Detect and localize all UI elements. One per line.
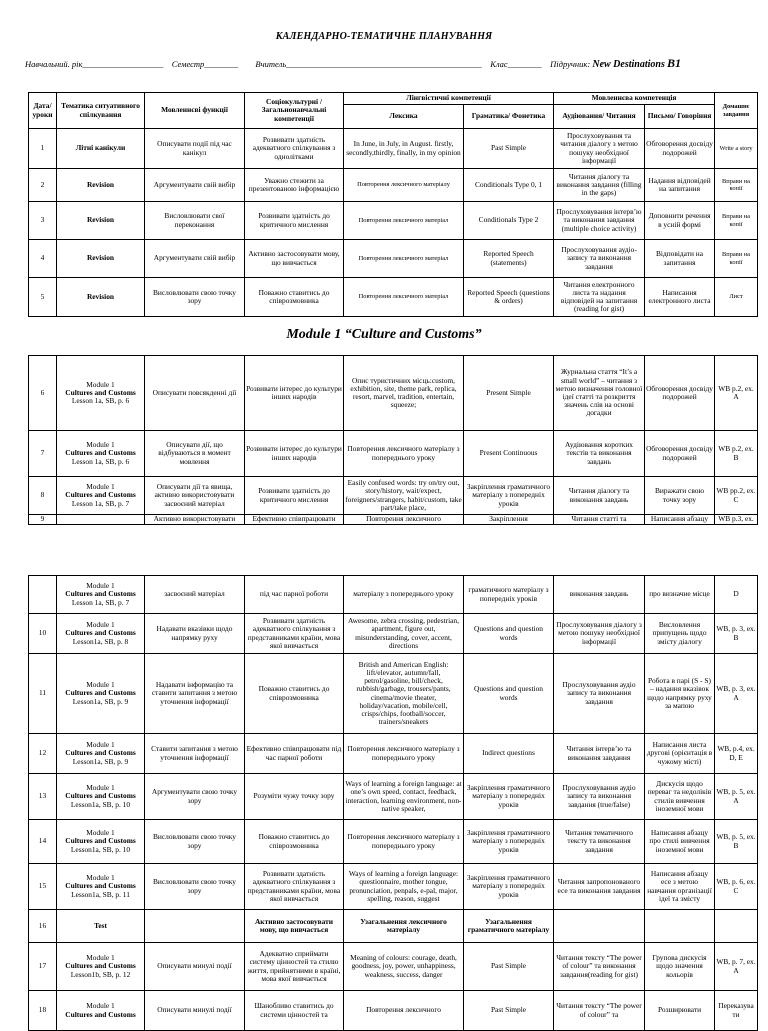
topic-cell [57, 991, 145, 1031]
module-label: Module 1 [86, 740, 115, 750]
lexis-cell: In June, in July, in August. firstly, secondly,thirdly, finally, in my opinion [344, 129, 464, 169]
writing-speaking-cell: Дискусія щодо переваг та недоліків стилів вивчення іноземної мови [645, 774, 715, 820]
module-label: Module 1 [86, 873, 115, 883]
lexis-cell: Awesome, zebra crossing, pedestrian, apartment, figure out, misunderstanding, cover, accent, directions [344, 614, 464, 654]
topic-cell [57, 820, 145, 864]
speech-cell: Надавати інформацію та ставити запитання з метою уточнення інформації [145, 654, 245, 734]
module-label: Module 1 [86, 620, 115, 630]
grammar-cell: Узагальнення граматичного матеріалу [464, 910, 554, 943]
table-row [29, 576, 758, 614]
audio-reading-cell: Журнальна стаття “It’s a small world” – читання з метою визначення головної ідеї статті та розкриття значень слів на основі догадки [554, 356, 645, 431]
table-row [29, 202, 758, 240]
writing-speaking-cell: Написання електронного листа [645, 278, 715, 317]
lesson-number: 11 [29, 654, 57, 734]
lesson-number: 13 [29, 774, 57, 820]
speech-cell: засвоєний матеріал [145, 576, 245, 614]
writing-speaking-cell: Обговорення досвіду подорожей [645, 129, 715, 169]
lesson-number: 14 [29, 820, 57, 864]
homework-cell: WB pp.2, ex. C [715, 477, 758, 515]
socio-cell: Розвивати інтерес до культури інших народів [245, 431, 344, 477]
table-row [29, 910, 758, 943]
lexis-cell: Повторення лексичного [344, 991, 464, 1031]
homework-cell: Вправи на копії [715, 240, 758, 278]
lesson-number: 8 [29, 477, 57, 515]
writing-speaking-cell: про визначне місце [645, 576, 715, 614]
audio-reading-cell: Читання інтерв’ю та виконання завдання [554, 734, 645, 774]
lesson-ref: Lesson 1a, SB, p. 6 [71, 396, 130, 406]
header-topic: Тематика ситуативного спілкування [57, 93, 145, 129]
lesson-ref: Lesson1a, SB, p. 9 [72, 696, 129, 706]
lexis-cell: Повторення лексичного матеріал [344, 278, 464, 317]
homework-cell: Вправи на копії [715, 202, 758, 240]
audio-reading-cell: Прослуховування аудіо-запису та виконання завдання [554, 240, 645, 278]
lesson-ref: Lesson1b, SB, p. 12 [70, 969, 131, 979]
topic-name: Cultures and Customs [65, 748, 136, 758]
topic-name: Cultures and Customs [65, 628, 136, 638]
lesson-ref: Lesson1a, SB, p. 9 [72, 756, 129, 766]
homework-cell: Вправи на копії [715, 169, 758, 202]
lesson-number: 6 [29, 356, 57, 431]
year-field: Навчальний. рік___________________ [25, 59, 164, 69]
grammar-cell: граматичного матеріалу з попередніх уроків [464, 576, 554, 614]
lesson-number: 2 [29, 169, 57, 202]
header-gram: Граматика/ Фонетика [464, 105, 554, 129]
header-ling: Лінгвістичні компетенції [344, 93, 554, 105]
lexis-cell: British and American English: lift/elevator, autumn/fall, petrol/gasoline, bill/check, rubbish/garbage, trousers/pants, cinema/movie theater, holiday/vacation, mobile/cell, crisps/chips, football/soccer, trainers/sneakers [344, 654, 464, 734]
topic-name: Cultures and Customs [65, 836, 136, 846]
grammar-cell: Past Simple [464, 129, 554, 169]
grammar-cell: Past Simple [464, 943, 554, 991]
grammar-cell: Reported Speech (statements) [464, 240, 554, 278]
socio-cell: Розвивати інтерес до культури інших народів [245, 356, 344, 431]
grammar-cell: Закріплення граматичного матеріалу з попередніх уроків [464, 477, 554, 515]
lexis-cell: Опис туристичних місць:custom, exhibition, site, theme park, replica, resort, marvel, tradition, entertain, squeeze; [344, 356, 464, 431]
header-aud: Аудіювання/ Читання [554, 105, 645, 129]
topic-name: Cultures and Customs [65, 448, 136, 458]
grammar-cell: Reported Speech (questions & orders) [464, 278, 554, 317]
textbook-name: New Destinations [592, 59, 665, 70]
socio-cell: Поважно ставитись до співрозмовника [245, 654, 344, 734]
lexis-cell: Повторення лексичного матеріал [344, 240, 464, 278]
lexis-cell: Повторення лексичного матеріалу з попереднього уроку [344, 734, 464, 774]
module-label: Module 1 [86, 783, 115, 793]
writing-speaking-cell [645, 910, 715, 943]
textbook-level: B1 [666, 56, 681, 70]
homework-cell: WB p.2, ex. B [715, 431, 758, 477]
grammar-cell: Conditionals Type 2 [464, 202, 554, 240]
socio-cell: Шанобливо ставитись до системи цінностей та [245, 991, 344, 1031]
writing-speaking-cell: Написання абзацу про стилі вивчення іноземної мови [645, 820, 715, 864]
grammar-cell: Questions and question words [464, 614, 554, 654]
speech-cell: Аргументувати свій вибір [145, 240, 245, 278]
lesson-ref: Lesson1a, SB, p. 10 [70, 844, 131, 854]
topic-cell [57, 864, 145, 910]
lesson-ref: Lesson1a, SB, p. 8 [72, 636, 129, 646]
header-comm: Мовленнєва компетенція [554, 93, 715, 105]
lexis-cell: Узагальнення лексичного матеріалу [344, 910, 464, 943]
speech-cell: Описувати минулі події [145, 991, 245, 1031]
grammar-cell: Present Continuous [464, 431, 554, 477]
lexis-cell: Meaning of colours: courage, death, goodness, joy, power, unhappiness, weakness, success, danger [344, 943, 464, 991]
topic-cell [57, 614, 145, 654]
topic-cell: Revision [57, 240, 145, 278]
speech-cell: Висловлювати свою точку зору [145, 820, 245, 864]
topic-cell [57, 477, 145, 515]
semester-field: Семестр________ [171, 59, 239, 69]
table-row [29, 820, 758, 864]
header-socio: Соціокультурні / Загальнонавчальні компетенції [245, 93, 344, 129]
topic-name: Cultures and Customs [65, 1009, 136, 1019]
header-home: Домашнє завдання [715, 93, 758, 129]
grammar-cell: Indirect questions [464, 734, 554, 774]
writing-speaking-cell: Виражати свою точку зору [645, 477, 715, 515]
lexis-cell: Ways of learning a foreign language: at one’s own speed, contact, feedback, interaction, learning environment, non-native speaker, [344, 774, 464, 820]
writing-speaking-cell: Написання абзацу [645, 515, 715, 525]
class-field: Клас________ [490, 59, 542, 69]
homework-cell: WB, p. 6, ex. C [715, 864, 758, 910]
topic-cell [57, 356, 145, 431]
writing-speaking-cell: Написання листа другові (орієнтація в чужому місті) [645, 734, 715, 774]
audio-reading-cell: Читання діалогу та виконання завдань [554, 477, 645, 515]
grammar-cell: Questions and question words [464, 654, 554, 734]
table-row [29, 431, 758, 477]
table-row [29, 129, 758, 169]
homework-cell [715, 910, 758, 943]
topic-cell: Revision [57, 202, 145, 240]
homework-cell: WB, p. 5, ex. A [715, 774, 758, 820]
audio-reading-cell: Прослуховування діалогу з метою пошуку необхідної інформації [554, 614, 645, 654]
audio-reading-cell: Читання тексту “The power of colour” та виконання завдання(reading for gist) [554, 943, 645, 991]
table-row [29, 943, 758, 991]
homework-cell: WB p.3, ex. [715, 515, 758, 525]
module-heading: Module 1 “Culture and Customs” [286, 327, 482, 342]
homework-cell: Write a story [715, 129, 758, 169]
topic-cell [57, 734, 145, 774]
lesson-number: 5 [29, 278, 57, 317]
grammar-cell: Закріплення граматичного матеріалу з попередніх уроків [464, 820, 554, 864]
socio-cell: Ефективно співпрацювати [245, 515, 344, 525]
grammar-cell: Закріплення [464, 515, 554, 525]
topic-cell [57, 515, 145, 525]
audio-reading-cell: Читання тематичного тексту та виконання завдання [554, 820, 645, 864]
table-2-body [29, 356, 758, 525]
topic-cell: Літні канікули [57, 129, 145, 169]
module-label: Module 1 [86, 482, 115, 492]
table-row [29, 864, 758, 910]
lesson-number: 3 [29, 202, 57, 240]
module-label: Module 1 [86, 581, 115, 591]
page-title: КАЛЕНДАРНО-ТЕМАТИЧНЕ ПЛАНУВАННЯ [275, 31, 493, 42]
lesson-ref: Lesson 1a, SB, p. 6 [71, 456, 130, 466]
topic-cell [57, 431, 145, 477]
topic-cell [57, 654, 145, 734]
lesson-number [29, 576, 57, 614]
socio-cell: Активно застосовувати мову, що вивчається [245, 240, 344, 278]
module-label: Module 1 [86, 680, 115, 690]
topic-name: Cultures and Customs [65, 791, 136, 801]
plan-table-2 [28, 355, 758, 525]
lexis-cell: Ways of learning a foreign language: questionnaire, mother tongue, pronunciation, penpals, e-pal, major, spelling, reason, suggest [344, 864, 464, 910]
topic-cell [57, 576, 145, 614]
module-label: Module 1 [86, 379, 115, 389]
socio-cell: під час парної роботи [245, 576, 344, 614]
socio-cell: Ефективно співпрацювати під час парної роботи [245, 734, 344, 774]
homework-cell: WB, p. 3, ex. A [715, 654, 758, 734]
lesson-number: 9 [29, 515, 57, 525]
lesson-ref: Lesson 1a, SB, p. 7 [71, 498, 130, 508]
homework-cell: WB, p. 7, ex. A [715, 943, 758, 991]
info-line [25, 56, 758, 71]
lesson-number: 1 [29, 129, 57, 169]
speech-cell: Висловлювати свою точку зору [145, 278, 245, 317]
homework-cell: Переказува ти [715, 991, 758, 1031]
speech-cell: Висловлювати свої переконання [145, 202, 245, 240]
audio-reading-cell: Прослуховування та читання діалогу з метою пошуку необхідної інформації [554, 129, 645, 169]
topic-cell: Revision [57, 278, 145, 317]
writing-speaking-cell: Написання абзацу есе з метою навчання організації ідеї та змісту [645, 864, 715, 910]
homework-cell: Лист [715, 278, 758, 317]
header-date: Дата/ уроки [29, 93, 57, 129]
lexis-cell: Повторення лексичного [344, 515, 464, 525]
writing-speaking-cell: Розширювати [645, 991, 715, 1031]
lesson-number: 7 [29, 431, 57, 477]
table-row [29, 240, 758, 278]
grammar-cell: Закріплення граматичного матеріалу з попередніх уроків [464, 774, 554, 820]
header-lex: Лексика [344, 105, 464, 129]
plan-table-1 [28, 92, 758, 317]
topic-name: Cultures and Customs [65, 387, 136, 397]
grammar-cell: Past Simple [464, 991, 554, 1031]
plan-table-3 [28, 575, 758, 1031]
socio-cell: Адекватно сприймати систему цінностей та стилю життя, прийнятними в країні, мова якої вивчається [245, 943, 344, 991]
module-label: Module 1 [86, 1001, 115, 1011]
table-row [29, 477, 758, 515]
topic-name: Cultures and Customs [65, 881, 136, 891]
socio-cell: Розвивати здатність адекватного спілкування з однолітками [245, 129, 344, 169]
table-row [29, 515, 758, 525]
writing-speaking-cell: Висловлення припущень щодо змісту діалогу [645, 614, 715, 654]
lexis-cell: Повторення лексичного матеріалу з попереднього уроку [344, 431, 464, 477]
audio-reading-cell [554, 910, 645, 943]
writing-speaking-cell: Обговорення досвіду подорожей [645, 431, 715, 477]
speech-cell: Аргументувати свій вибір [145, 169, 245, 202]
socio-cell: Поважно ставитись до співрозмовника [245, 820, 344, 864]
audio-reading-cell: Читання електронного листа та надання відповідей на запитання (reading for gist) [554, 278, 645, 317]
homework-cell: WB, p. 3, ex. B [715, 614, 758, 654]
speech-cell: Ставити запитання з метою уточнення інформації [145, 734, 245, 774]
writing-speaking-cell: Надання відповідей на запитання [645, 169, 715, 202]
lexis-cell: матеріалу з попереднього уроку [344, 576, 464, 614]
table-1-body [29, 129, 758, 317]
socio-cell: Розуміти чужу точку зору [245, 774, 344, 820]
teacher-field: Вчитель______________________________________________ [255, 59, 482, 69]
audio-reading-cell: Прослуховування інтерв’ю та виконання завдання (multiple choice activity) [554, 202, 645, 240]
socio-cell: Розвивати здатність адекватного спілкування з представниками країни, мова якої вивчається [245, 614, 344, 654]
grammar-cell: Conditionals Type 0, 1 [464, 169, 554, 202]
homework-cell: WB, p.4, ex. D, E [715, 734, 758, 774]
module-label: Module 1 [86, 953, 115, 963]
audio-reading-cell: Читання запропонованого есе та виконання завдання [554, 864, 645, 910]
speech-cell: Активно використовувати [145, 515, 245, 525]
speech-cell: Описувати минулі події [145, 943, 245, 991]
topic-cell [57, 943, 145, 991]
speech-cell: Надавати вказівки щодо напрямку руху [145, 614, 245, 654]
speech-cell: Аргументувати свою точку зору [145, 774, 245, 820]
lexis-cell: Повторення лексичного матеріал [344, 202, 464, 240]
lexis-cell: Повторення лексичного матеріалу [344, 169, 464, 202]
speech-cell: Описувати події під час канікул [145, 129, 245, 169]
table-row [29, 991, 758, 1031]
audio-reading-cell: Читання діалогу та виконання завдання (filling in the gaps) [554, 169, 645, 202]
topic-cell: Test [57, 910, 145, 943]
lesson-number: 12 [29, 734, 57, 774]
writing-speaking-cell: Відповідати на запитання [645, 240, 715, 278]
table-row [29, 734, 758, 774]
audio-reading-cell: Аудіювання коротких текстів та виконання завдань [554, 431, 645, 477]
lesson-number: 17 [29, 943, 57, 991]
lesson-number: 16 [29, 910, 57, 943]
table-row [29, 654, 758, 734]
homework-cell: WB, p. 5, ex. B [715, 820, 758, 864]
topic-cell [57, 774, 145, 820]
homework-cell: D [715, 576, 758, 614]
module-label: Module 1 [86, 828, 115, 838]
lesson-number: 15 [29, 864, 57, 910]
table-row [29, 614, 758, 654]
grammar-cell: Закріплення граматичного матеріалу з попередніх уроків [464, 864, 554, 910]
table-row [29, 774, 758, 820]
socio-cell: Розвивати здатність до критичного мислення [245, 477, 344, 515]
lesson-number: 18 [29, 991, 57, 1031]
header-speech: Мовленнєві функції [145, 93, 245, 129]
topic-name: Cultures and Customs [65, 589, 136, 599]
textbook-label: Підручник: [550, 59, 591, 69]
speech-cell [145, 910, 245, 943]
speech-cell: Висловлювати свою точку зору [145, 864, 245, 910]
audio-reading-cell: Прослуховування аудіо запису та виконання завдання (true/false) [554, 774, 645, 820]
socio-cell: Уважно стежити за презентованою інформацією [245, 169, 344, 202]
writing-speaking-cell: Доповнити речення в усній формі [645, 202, 715, 240]
socio-cell: Розвивати здатність адекватного спілкування з представниками країни, мова якої вивчається [245, 864, 344, 910]
audio-reading-cell: виконання завдань [554, 576, 645, 614]
socio-cell: Поважно ставитись до співрозмовника [245, 278, 344, 317]
speech-cell: Описувати повсякденні дії [145, 356, 245, 431]
topic-name: Cultures and Customs [65, 961, 136, 971]
module-label: Module 1 [86, 440, 115, 450]
lexis-cell: Easily confused words: try on/try out, story/history, wait/expect, foreigners/strangers, habit/custom, take part/take place, [344, 477, 464, 515]
table-3-body [29, 576, 758, 1031]
lesson-ref: Lesson 1a, SB, p. 7 [71, 597, 130, 607]
audio-reading-cell: Читання тексту “The power of colour” та [554, 991, 645, 1031]
topic-name: Cultures and Customs [65, 490, 136, 500]
table-row [29, 278, 758, 317]
writing-speaking-cell: Обговорення досвіду подорожей [645, 356, 715, 431]
lexis-cell: Повторення лексичного матеріалу з попереднього уроку [344, 820, 464, 864]
table-row [29, 356, 758, 431]
writing-speaking-cell: Групова дискусія щодо значення кольорів [645, 943, 715, 991]
homework-cell: WB p.2, ex. A [715, 356, 758, 431]
lesson-number: 10 [29, 614, 57, 654]
audio-reading-cell: Прослуховування аудіо запису та виконання завдання [554, 654, 645, 734]
audio-reading-cell: Читання статті та [554, 515, 645, 525]
socio-cell: Активно застосовувати мову, що вивчається [245, 910, 344, 943]
socio-cell: Розвивати здатність до критичного мислення [245, 202, 344, 240]
speech-cell: Описувати дії та явища, активно використовувати засвоєний матеріал [145, 477, 245, 515]
header-write: Письмо/ Говоріння [645, 105, 715, 129]
table-row [29, 169, 758, 202]
lesson-ref: Lesson1a, SB, p. 11 [71, 889, 130, 899]
lesson-ref: Lesson1a, SB, p. 10 [70, 799, 131, 809]
topic-name: Cultures and Customs [65, 688, 136, 698]
topic-cell: Revision [57, 169, 145, 202]
lesson-number: 4 [29, 240, 57, 278]
grammar-cell: Present Simple [464, 356, 554, 431]
writing-speaking-cell: Робота в парі (S - S) – надання вказівок щодо напрямку руху за мапою [645, 654, 715, 734]
speech-cell: Описувати дії, що відбуваються в момент мовлення [145, 431, 245, 477]
